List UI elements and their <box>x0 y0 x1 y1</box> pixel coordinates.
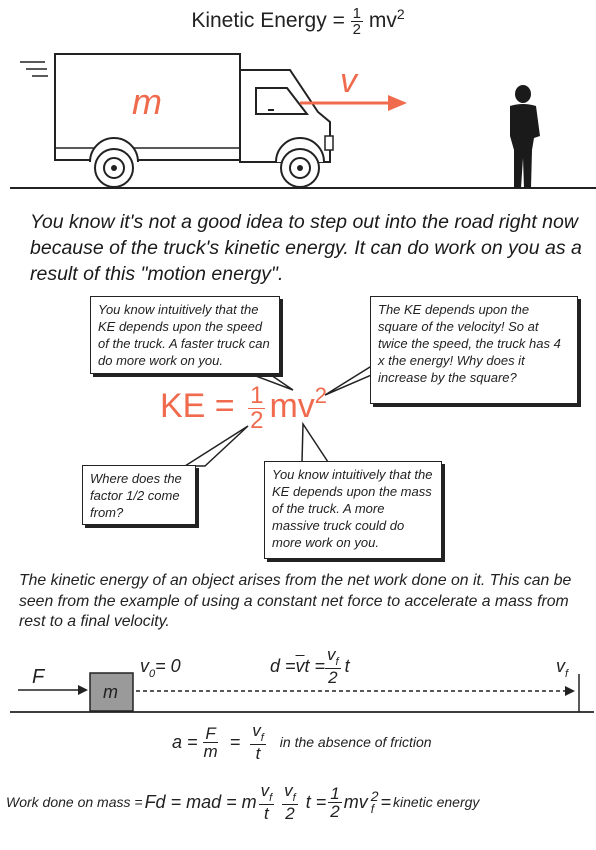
accel-vf: v <box>252 721 261 740</box>
ke-lhs: KE = <box>160 387 245 425</box>
accel-vf-sub: f <box>260 732 264 744</box>
work-equation <box>6 782 479 822</box>
work-mv: mv <box>343 791 368 812</box>
work-vf-over-2 <box>282 782 298 822</box>
accel-vf-over-t <box>250 722 266 762</box>
d-t2: t <box>344 655 350 676</box>
work-vf2: v <box>284 781 293 800</box>
vf-end-main: v <box>556 656 565 676</box>
accel-F: F <box>205 723 216 743</box>
work-half <box>328 785 341 820</box>
ke-frac-den: 2 <box>250 406 264 434</box>
ke-frac-num: 1 <box>250 381 264 409</box>
accel-equation <box>172 722 432 762</box>
work-half-den: 2 <box>330 801 340 821</box>
ke-mv: mv <box>269 387 315 425</box>
work-sub-f: f <box>370 802 375 816</box>
d-lhs: d = <box>270 655 296 676</box>
title-frac-den: 2 <box>352 21 362 38</box>
velocity-label: v <box>340 62 357 100</box>
ke-fraction <box>248 381 265 434</box>
v0-label <box>140 656 181 680</box>
d-t1: t = <box>304 655 326 676</box>
accel-t: t <box>255 744 261 763</box>
callout-square: The KE depends upon the square of the velocity! So at twice the speed, the truck has 4 x the energy! Why does it increase by the square? <box>370 296 578 404</box>
work-vf-over-t <box>259 782 275 822</box>
accel-note: in the absence of friction <box>279 734 432 750</box>
title-mv: mv <box>368 9 397 33</box>
accel-f-over-m <box>202 725 220 760</box>
d-two: 2 <box>328 668 338 687</box>
truck-mass-label: m <box>132 81 162 122</box>
work-vf2-sub: f <box>292 792 296 804</box>
work-expr: Fd = mad = m <box>144 791 257 812</box>
work-ke: kinetic energy <box>393 794 480 810</box>
work-half-num: 1 <box>330 783 340 803</box>
accel-m: m <box>203 741 218 761</box>
title-frac-num: 1 <box>352 5 362 22</box>
callout-speed: You know intuitively that the KE depends upon the speed of the truck. A faster truck can do more work on you. <box>90 296 280 374</box>
work-label: Work done on mass = <box>6 794 143 810</box>
v0-sub: 0 <box>149 668 156 680</box>
vf-half-fraction <box>325 646 341 686</box>
intro-text: You know it's not a good idea to step out into the road right now because of the truck's kinetic energy. It can do work on you as a result of this "motion energy". <box>30 211 582 285</box>
work-exp: 2 <box>370 788 379 804</box>
vbar: $\overline{v}$ <box>295 655 305 676</box>
accel-eq: = <box>229 731 241 752</box>
vf-end-label <box>556 656 568 680</box>
d-vf-sub: f <box>335 656 339 668</box>
accel-lhs: a = <box>172 731 198 752</box>
v0-rhs: = 0 <box>155 656 181 676</box>
title-prefix: Kinetic Energy = <box>191 9 351 33</box>
distance-equation <box>270 646 350 686</box>
work-vf1-sub: f <box>269 792 273 804</box>
work-vf1: v <box>260 781 270 800</box>
ke-exponent: 2 <box>314 383 328 408</box>
force-label: F <box>32 666 45 688</box>
work-two: 2 <box>285 804 295 823</box>
work-mid: t = <box>305 791 327 812</box>
callout-half: Where does the factor 1/2 come from? <box>82 465 196 525</box>
vf-end-sub: f <box>565 668 569 680</box>
ke-formula <box>160 383 327 433</box>
d-vf: v <box>327 645 336 664</box>
mass-block-label: m <box>103 682 118 702</box>
title-exponent: 2 <box>396 6 405 23</box>
v0-main: v <box>140 656 149 676</box>
path-arrowhead-icon <box>565 686 575 696</box>
explanation-text: The kinetic energy of an object arises from the net work done on it. This can be seen from the example of using a constant net force to accelerate a mass from rest to a final velocity. <box>19 572 572 630</box>
callout-mass: You know intuitively that the KE depends upon the mass of the truck. A more massive truck could do more work on you. <box>264 461 442 559</box>
work-eq: = <box>380 791 392 812</box>
work-t1: t <box>264 804 269 823</box>
